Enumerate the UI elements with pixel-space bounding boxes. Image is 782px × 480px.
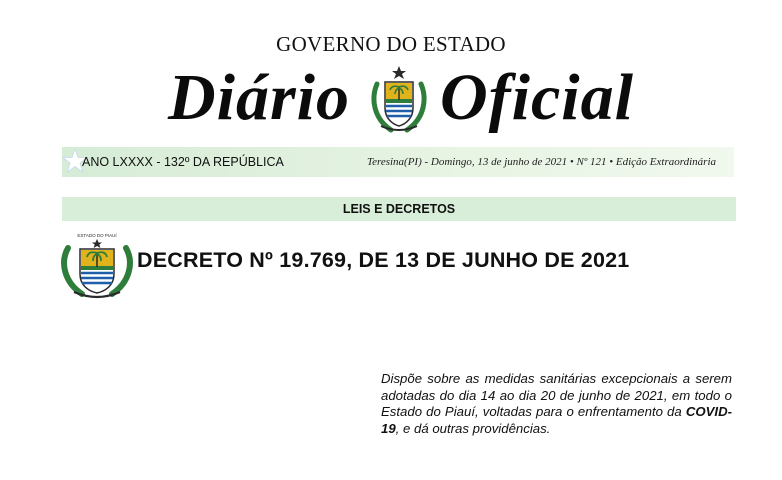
masthead-diario: Diário bbox=[168, 61, 351, 134]
summary-text-2: , e dá outras providências. bbox=[395, 420, 551, 436]
masthead bbox=[0, 60, 782, 140]
state-coat-of-arms-icon bbox=[60, 230, 134, 300]
seal-caption: ESTADO DO PIAUÍ bbox=[77, 233, 117, 238]
decree-title: DECRETO Nº 19.769, DE 13 DE JUNHO DE 2021 bbox=[137, 248, 630, 272]
section-title: LEIS E DECRETOS bbox=[62, 197, 736, 221]
government-title: GOVERNO DO ESTADO bbox=[276, 32, 506, 56]
summary-text-1: Dispõe sobre as medidas sanitárias excepcionais a serem adotadas do dia 14 ao dia 20 de junho de 2021, em todo o Estado do Piauí, voltadas para o enfrentamento da bbox=[381, 371, 732, 419]
state-seal-icon bbox=[369, 64, 429, 136]
decree-summary bbox=[381, 371, 732, 437]
masthead-oficial: Oficial bbox=[440, 61, 634, 134]
edition-info-bar bbox=[62, 147, 734, 177]
edition-year: ANO LXXXX - 132º DA REPÚBLICA bbox=[82, 155, 284, 169]
edition-date: Teresina(PI) - Domingo, 13 de junho de 2021 • Nº 121 • Edição Extraordinária bbox=[366, 156, 716, 168]
summary-covid-bold: COVID-19 bbox=[381, 404, 732, 436]
